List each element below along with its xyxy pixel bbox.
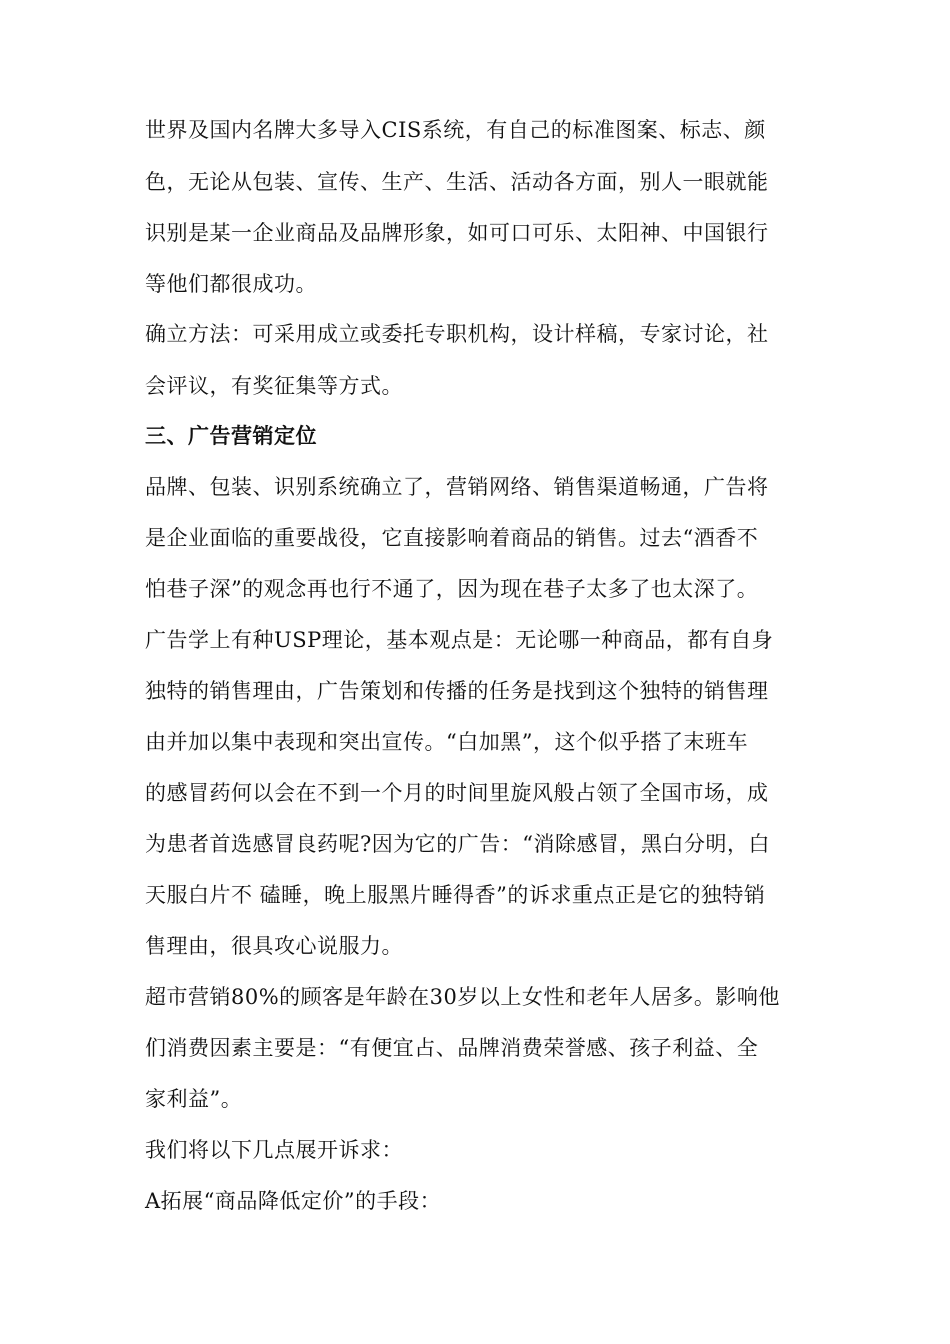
paragraph-line: 确立方法：可采用成立或委托专职机构，设计样稿，专家讨论，社 [145, 322, 769, 346]
paragraph-line: 售理由，很具攻心说服力。 [145, 934, 403, 958]
paragraph-line: 独特的销售理由，广告策划和传播的任务是找到这个独特的销售理 [145, 679, 769, 703]
paragraph-line: 的感冒药何以会在不到一个月的时间里旋风般占领了全国市场，成 [145, 781, 769, 805]
paragraph-line: 会评议，有奖征集等方式。 [145, 374, 403, 398]
section-heading: 三、广告营销定位 [145, 424, 317, 448]
paragraph-line: 世界及国内名牌大多导入CIS系统，有自己的标准图案、标志、颜 [145, 118, 766, 142]
paragraph-line: 怕巷子深”的观念再也行不通了，因为现在巷子太多了也太深了。 [145, 577, 759, 601]
paragraph-line: 家利益”。 [145, 1087, 243, 1111]
paragraph-line: 色，无论从包装、宣传、生产、生活、活动各方面，别人一眼就能 [145, 170, 769, 194]
paragraph-line: 品牌、包装、识别系统确立了，营销网络、销售渠道畅通，广告将 [145, 475, 769, 499]
paragraph-line: 我们将以下几点展开诉求： [145, 1138, 403, 1162]
paragraph-line: 广告学上有种USP理论，基本观点是：无论哪一种商品，都有自身 [145, 628, 774, 652]
paragraph-line: 为患者首选感冒良药呢?因为它的广告：“消除感冒，黑白分明，白 [145, 832, 770, 856]
paragraph-line: 天服白片不 磕睡，晚上服黑片睡得香”的诉求重点正是它的独特销 [145, 883, 766, 907]
paragraph-line: 等他们都很成功。 [145, 272, 317, 296]
paragraph-line: 由并加以集中表现和突出宣传。“白加黑”，这个似乎搭了末班车 [145, 730, 748, 754]
paragraph-line: 识别是某一企业商品及品牌形象，如可口可乐、太阳神、中国银行 [145, 221, 769, 245]
paragraph-line: 是企业面临的重要战役，它直接影响着商品的销售。过去“酒香不 [145, 526, 759, 550]
paragraph-line: A拓展“商品降低定价”的手段： [145, 1189, 442, 1213]
paragraph-line: 超市营销80%的顾客是年龄在30岁以上女性和老年人居多。影响他 [145, 985, 780, 1009]
paragraph-line: 们消费因素主要是：“有便宜占、品牌消费荣誉感、孩子利益、全 [145, 1036, 759, 1060]
